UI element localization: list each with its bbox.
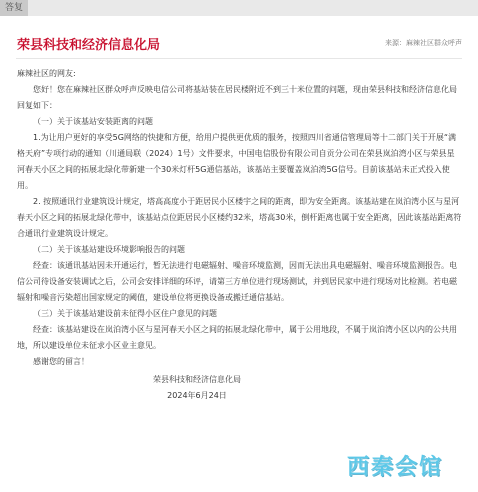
signature-date: 2024年6月24日 bbox=[167, 391, 227, 400]
salutation: 麻辣社区的网友: bbox=[17, 69, 76, 78]
header-divider bbox=[16, 58, 462, 59]
signature-block bbox=[17, 372, 462, 404]
section-heading-3: （三）关于该基站建设前未征得小区住户意见的问题 bbox=[33, 309, 217, 318]
org-title: 荣县科技和经济信息化局 bbox=[17, 38, 161, 53]
section-heading-2: （二）关于该基站建设环境影响报告的问题 bbox=[33, 245, 185, 254]
reply-tag: 答复 bbox=[0, 0, 28, 16]
reply-content bbox=[17, 66, 462, 404]
source-label: 来源：麻辣社区群众呼声 bbox=[385, 39, 462, 47]
section-3-paragraph-1: 经查：该基站建设在岚泊湾小区与星河春天小区之间的拓展北绿化带中，属于公用地段，不属于岚泊湾小区以内的公共用地，所以建设单位未征求小区业主意见。 bbox=[17, 325, 457, 350]
intro-paragraph: 您好！您在麻辣社区群众呼声反映电信公司将基站装在居民楼附近不到三十米位置的问题，现由荣县科技和经济信息化局回复如下： bbox=[17, 85, 457, 110]
top-bar bbox=[0, 0, 478, 16]
section-1-paragraph-2: 2. 按照通讯行业建筑设计规定，塔高高度小于距居民小区楼宇之间的距离，即为安全距离。该基站建在岚泊湾小区与星河春天小区之间的拓展北绿化带中，该基站点位距居民小区楼约32米，塔高30米，倒杆距离也属于安全距离，因此该基站距离符合通讯行业建筑设计规定。 bbox=[17, 197, 462, 238]
site-watermark-logo bbox=[347, 452, 471, 484]
section-1-paragraph-1: 1.为让用户更好的享受5G网络的快捷和方便，给用户提供更优质的服务，按照四川省通信管理局等十二部门关于开展“满格天府”专项行动的通知（川通局联（2024）1号）文件要求，中国电信股份有限公司自贡分公司在荣县岚泊湾小区与荣县星河春天小区之间的拓展北绿化带新建一个30米灯杆5G通信基站，该基站主要覆盖岚泊湾5G信号。目前该基站未正式投入使用。 bbox=[17, 133, 457, 190]
section-heading-1: （一）关于该基站安装距离的问题 bbox=[33, 117, 153, 126]
thanks-line: 感谢您的留言！ bbox=[33, 357, 89, 366]
watermark-text: 西秦会馆 bbox=[347, 455, 444, 480]
signature-org: 荣县科技和经济信息化局 bbox=[153, 375, 241, 384]
section-2-paragraph-1: 经查：该通讯基站因未开通运行，暂无法进行电磁辐射、噪音环境监测，因而无法出具电磁辐射、噪音环境监测报告。电信公司待设备安装调试之后，公司会安排详细的环评，请第三方单位进行现场测试，并到居民家中进行现场对比检测。若电磁辐射和噪音污染超出国家规定的阈值，建设单位将更换设备或搬迁通信基站。 bbox=[17, 261, 457, 302]
article-header bbox=[0, 30, 478, 54]
